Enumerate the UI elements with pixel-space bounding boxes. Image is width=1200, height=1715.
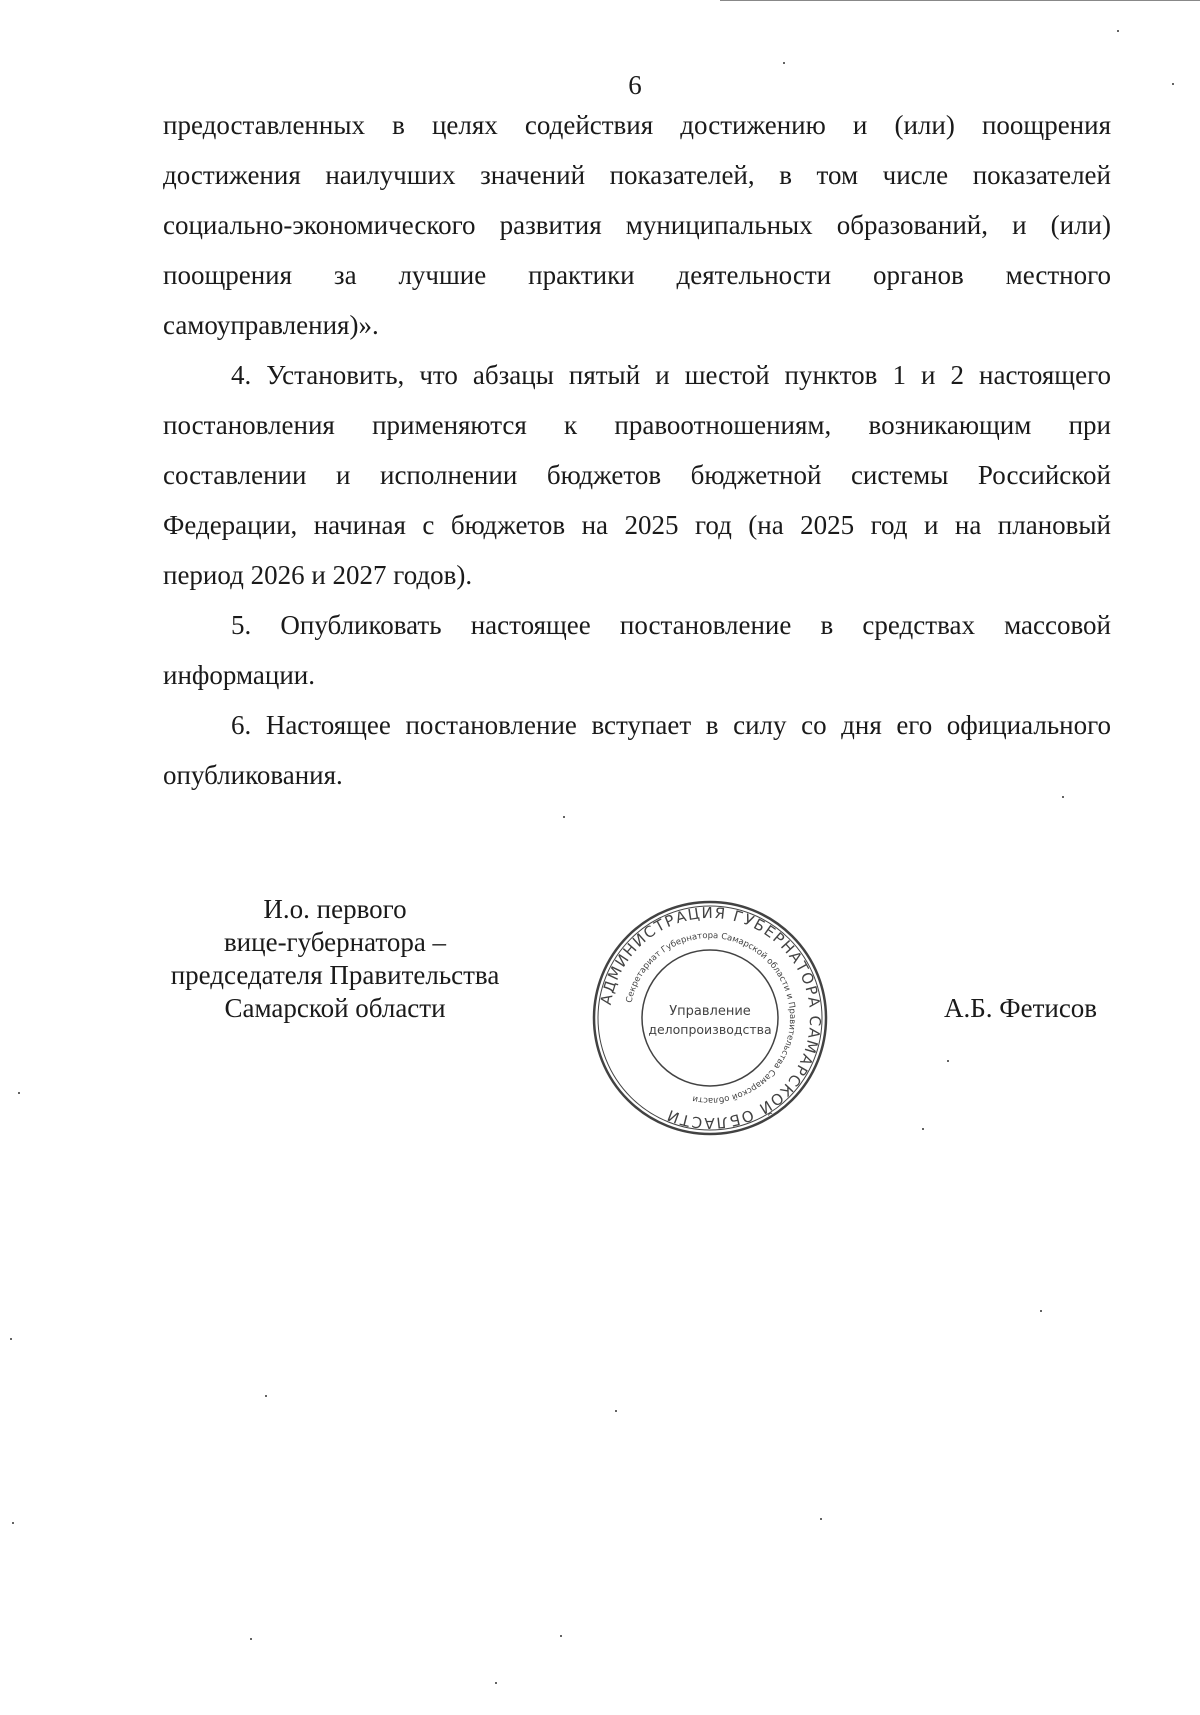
scan-speck [563,816,565,818]
text-line: период 2026 и 2027 годов). [163,560,473,590]
paragraph-item-5 [163,600,1111,700]
text-line: постановления применяются к правоотношениям, возникающим при [163,410,1111,440]
scan-speck [820,1518,822,1520]
text-line: информации. [163,660,315,690]
scan-speck [560,1635,562,1637]
position-line: И.о. первого [263,894,407,924]
scan-speck [1117,30,1119,32]
text-line: самоуправления)». [163,310,379,340]
position-line: Самарской области [224,993,446,1023]
text-line: Федерации, начиная с бюджетов на 2025 год (на 2025 год и на плановый [163,510,1111,540]
text-line: 6. Настоящее постановление вступает в силу со дня его официального [231,710,1111,740]
text-line: 4. Установить, что абзацы пятый и шестой пунктов 1 и 2 настоящего [231,360,1111,390]
scan-speck [250,1638,252,1640]
scan-speck [947,1060,949,1062]
text-line: составлении и исполнении бюджетов бюджетной системы Российской [163,460,1111,490]
scan-speck [18,1092,20,1094]
page-number: 6 [628,70,642,100]
text-line: достижения наилучших значений показателей, в том числе показателей [163,160,1111,190]
scan-speck [1062,796,1064,798]
seal-inner-text: Секретариат Губернатора Самарской области и Правительства Самарской области [624,930,798,1106]
official-seal-stamp [590,898,830,1138]
paragraph-item-6 [163,700,1111,800]
paragraph-item-4 [163,350,1111,600]
paragraph-continuation [163,100,1111,350]
scan-speck [783,62,785,64]
text-line: социально-экономического развития муниципальных образований, и (или) [163,210,1111,240]
scan-edge-line [720,0,1200,1]
seal-center-line-2: делопроизводства [648,1022,772,1037]
signatory-position [150,893,520,1025]
text-line: предоставленных в целях содействия достижению и (или) поощрения [163,110,1111,140]
position-line: председателя Правительства [170,960,500,990]
scan-speck [922,1128,924,1130]
seal-outer-text: АДМИНИСТРАЦИЯ ГУБЕРНАТОРА САМАРСКОЙ ОБЛАСТИ [596,903,825,1133]
scan-speck [615,1410,617,1412]
scan-speck [10,1338,12,1340]
seal-center-line-1: Управление [669,1004,751,1019]
scan-speck [265,1395,267,1397]
text-line: поощрения за лучшие практики деятельности органов местного [163,260,1111,290]
text-line: опубликования. [163,760,343,790]
signer-name: А.Б. Фетисов [944,993,1098,1023]
scan-speck [495,1682,497,1684]
scan-speck [12,1522,14,1524]
position-line: вице-губернатора – [223,927,447,957]
scan-speck [1040,1310,1042,1312]
scan-speck [1172,83,1174,85]
text-line: 5. Опубликовать настоящее постановление в средствах массовой [231,610,1111,640]
document-body [163,100,1111,800]
